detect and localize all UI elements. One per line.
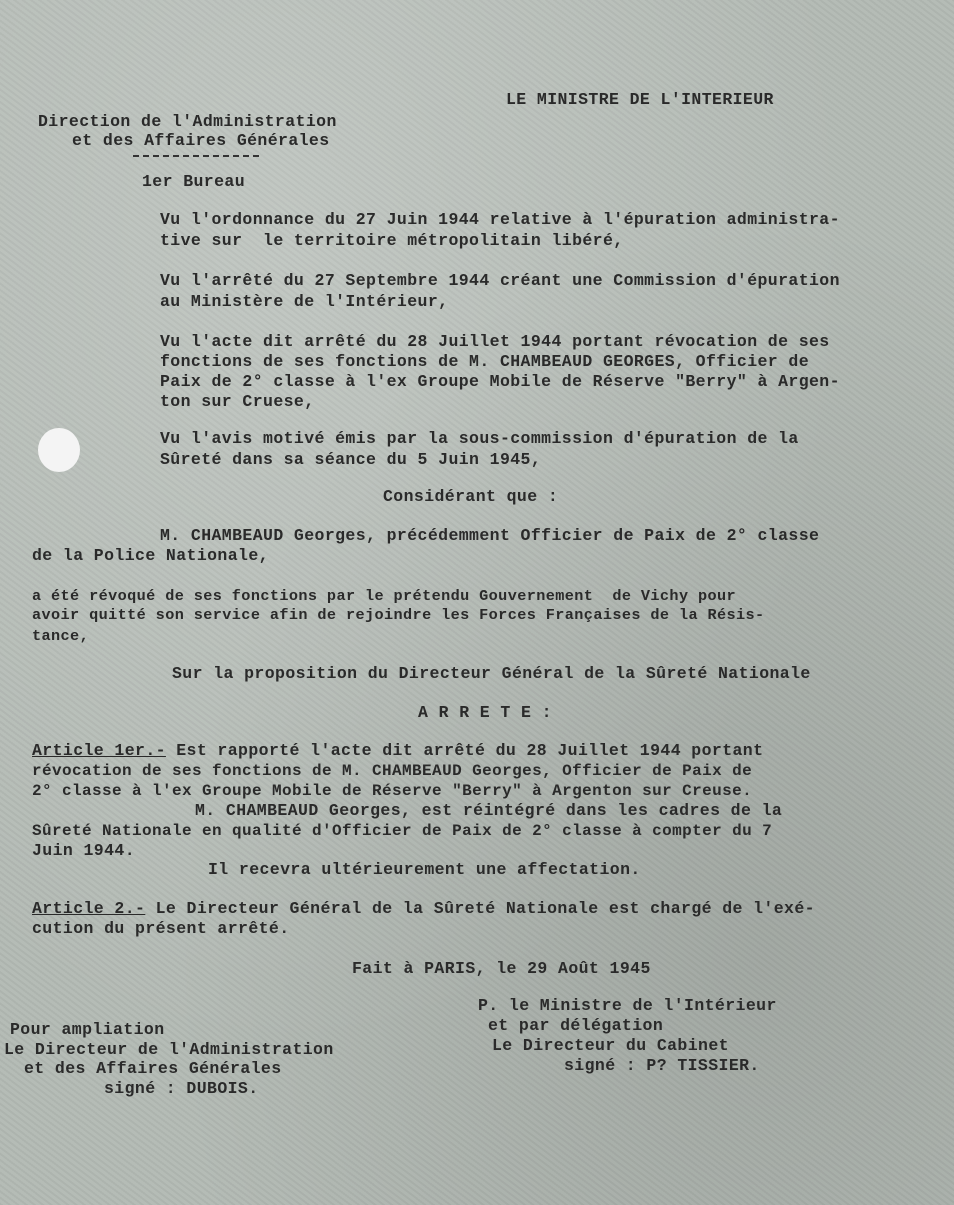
punch-hole [38, 428, 80, 472]
arrete-heading: A R R E T E : [418, 703, 552, 722]
vu-4-line-2: Sûreté dans sa séance du 5 Juin 1945, [160, 450, 542, 469]
article-1-line-4: M. CHAMBEAUD Georges, est réintégré dans les cadres de la [195, 801, 783, 820]
ministry-title: LE MINISTRE DE L'INTERIEUR [506, 90, 774, 109]
article-1-line-1: Est rapporté l'acte dit arrêté du 28 Juillet 1944 portant [165, 741, 764, 760]
vu-3-line-1: Vu l'acte dit arrêté du 28 Juillet 1944 portant révocation de ses [160, 332, 830, 351]
sig-right-line-3: Le Directeur du Cabinet [492, 1036, 729, 1055]
sig-left-line-1: Pour ampliation [10, 1020, 165, 1039]
sig-left-line-3: et des Affaires Générales [24, 1059, 282, 1078]
para2-line-1: a été révoqué de ses fonctions par le prétendu Gouvernement de Vichy pour [32, 587, 737, 605]
para1-line-2: de la Police Nationale, [32, 546, 269, 565]
header-divider [133, 155, 259, 157]
affectation: Il recevra ultérieurement une affectation. [208, 860, 641, 879]
para1-line-1: M. CHAMBEAUD Georges, précédemment Officier de Paix de 2° classe [160, 526, 820, 545]
article-1-label: Article 1er.- [32, 741, 166, 760]
fait-date: Fait à PARIS, le 29 Août 1945 [352, 959, 651, 978]
article-1-line-3: 2° classe à l'ex Groupe Mobile de Réserve "Berry" à Argenton sur Creuse. [32, 782, 753, 800]
article-2-label: Article 2.- [32, 899, 146, 918]
article-1-line-6: Juin 1944. [32, 841, 136, 860]
sig-right-line-4: signé : P? TISSIER. [564, 1056, 760, 1075]
vu-2-line-1: Vu l'arrêté du 27 Septembre 1944 créant une Commission d'épuration [160, 271, 840, 290]
bureau: 1er Bureau [142, 172, 246, 191]
article-1-first-line [32, 741, 763, 761]
para2-line-2: avoir quitté son service afin de rejoindre les Forces Françaises de la Résis- [32, 606, 765, 624]
article-1-line-2: révocation de ses fonctions de M. CHAMBEAUD Georges, Officier de Paix de [32, 762, 753, 780]
sig-right-line-2: et par délégation [488, 1016, 664, 1035]
vu-4-line-1: Vu l'avis motivé émis par la sous-commission d'épuration de la [160, 429, 799, 448]
vu-1-line-1: Vu l'ordonnance du 27 Juin 1944 relative à l'épuration administra- [160, 210, 840, 229]
vu-3-line-2: fonctions de ses fonctions de M. CHAMBEAUD GEORGES, Officier de [160, 352, 810, 371]
article-1-line-5: Sûreté Nationale en qualité d'Officier de Paix de 2° classe à compter du 7 [32, 822, 773, 840]
sig-right-line-1: P. le Ministre de l'Intérieur [478, 996, 777, 1015]
vu-3-line-4: ton sur Cruese, [160, 392, 315, 411]
considerant: Considérant que : [383, 487, 559, 506]
para2-line-3: tance, [32, 627, 90, 645]
sig-left-line-4: signé : DUBOIS. [104, 1079, 259, 1098]
article-2-first-line [32, 899, 815, 919]
vu-2-line-2: au Ministère de l'Intérieur, [160, 292, 449, 311]
sig-left-line-2: Le Directeur de l'Administration [4, 1040, 334, 1059]
vu-1-line-2: tive sur le territoire métropolitain libéré, [160, 231, 624, 250]
article-2-line-1: Le Directeur Général de la Sûreté Nationale est chargé de l'exé- [145, 899, 815, 918]
direction-line-1: Direction de l'Administration [38, 112, 337, 131]
vu-3-line-3: Paix de 2° classe à l'ex Groupe Mobile de Réserve "Berry" à Argen- [160, 372, 840, 391]
proposition: Sur la proposition du Directeur Général de la Sûreté Nationale [172, 664, 811, 683]
direction-line-2: et des Affaires Générales [72, 131, 330, 150]
article-2-line-2: cution du présent arrêté. [32, 919, 290, 938]
